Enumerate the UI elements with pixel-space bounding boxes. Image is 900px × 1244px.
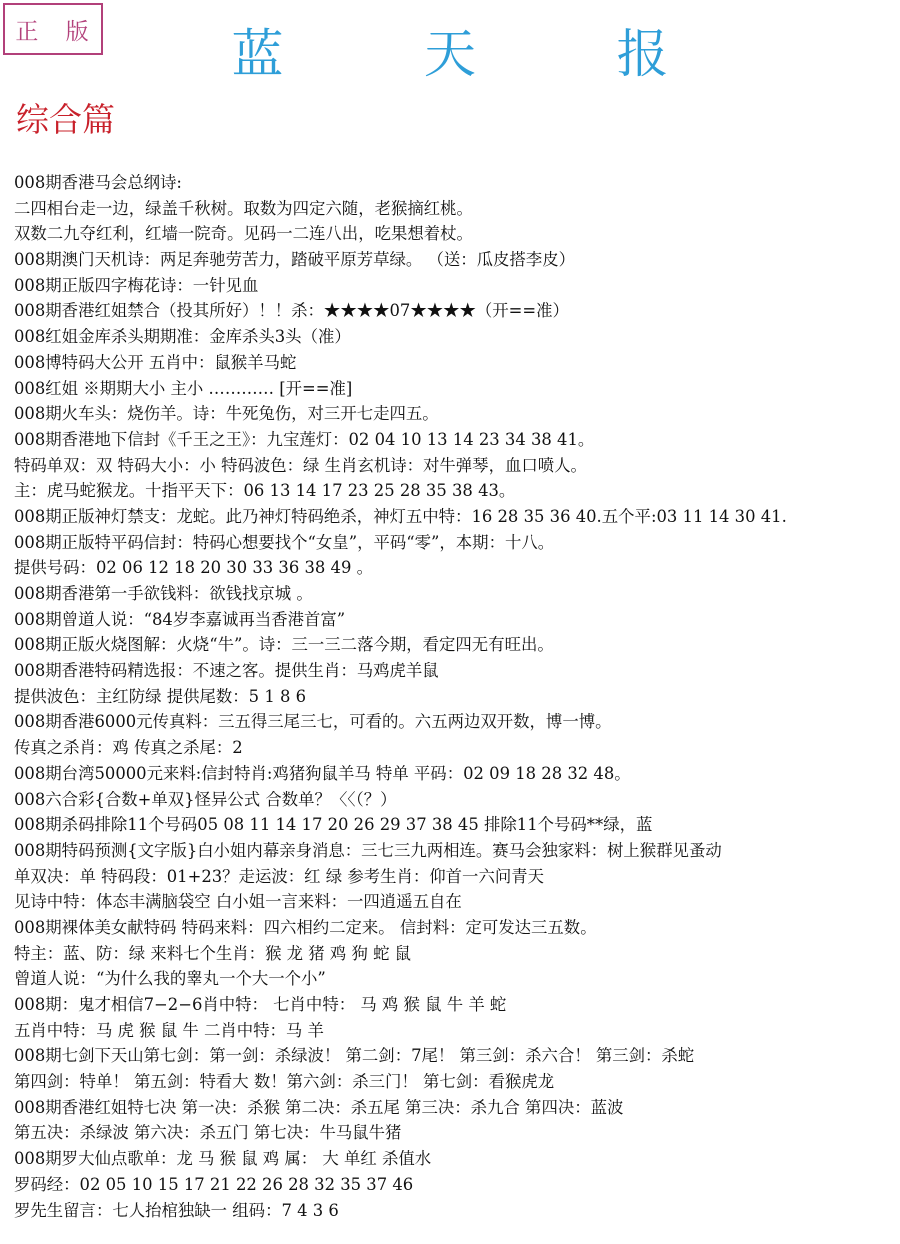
text-line: 008期正版四字梅花诗：一针见血: [14, 275, 259, 295]
content-lines: [14, 170, 892, 1223]
text-line: 特主：蓝、防：绿 来料七个生肖：猴 龙 猪 鸡 狗 蛇 鼠: [14, 943, 412, 963]
text-line: 008期正版特平码信封：特码心想要找个“女皇”，平码“零”，本期：十八。: [14, 532, 555, 552]
page-title: 蓝 天 报: [231, 25, 731, 85]
text-line: 008期台湾50000元来料:信封特肖:鸡猪狗鼠羊马 特单 平码：02 09 18 28 32 48。: [14, 763, 631, 783]
text-line: 第五决：杀绿波 第六决：杀五门 第七决：牛马鼠牛猪: [14, 1123, 402, 1143]
text-line: 008期七剑下天山第七剑：第一剑：杀绿波！ 第二剑：7尾！ 第三剑：杀六合！ 第三剑：杀蛇: [14, 1046, 695, 1066]
edition-badge: 正 版: [3, 3, 103, 55]
text-line: 特码单双：双 特码大小：小 特码波色：绿 生肖玄机诗：对牛弹琴，血口喷人。: [14, 455, 587, 475]
text-line: 见诗中特：体态丰满脑袋空 白小姐一言来料：一四逍遥五自在: [14, 892, 462, 912]
text-line: 008期香港第一手欲钱料：欲钱找京城 。: [14, 584, 313, 603]
text-line: 传真之杀肖：鸡 传真之杀尾：2: [14, 738, 243, 758]
text-line: 008期裸体美女献特码 特码来料：四六相约二定来。 信封料：定可发达三五数。: [14, 917, 597, 937]
text-line: 008博特码大公开 五肖中：鼠猴羊马蛇: [14, 352, 297, 372]
text-line: 主：虎马蛇猴龙。十指平天下：06 13 14 17 23 25 28 35 38 43。: [14, 481, 516, 501]
text-line: 五肖中特：马 虎 猴 鼠 牛 二肖中特：马 羊: [14, 1020, 324, 1040]
text-line: 提供号码：02 06 12 18 20 30 33 36 38 49 。: [14, 558, 374, 578]
text-line: 008期香港特码精选报：不速之客。提供生肖：马鸡虎羊鼠: [14, 661, 439, 681]
text-line: 双数二九夺红利，红墙一院奇。见码一二连八出，吃果想着杖。: [14, 224, 473, 244]
text-line: 008六合彩{合数+单双}怪异公式 合数单？〈〈（？）: [14, 789, 397, 809]
text-line: 008期香港地下信封《千王之王》：九宝莲灯：02 04 10 13 14 23 34 38 41。: [14, 429, 595, 449]
text-line: 008期正版神灯禁支：龙蛇。此乃神灯特码绝杀，神灯五中特：16 28 35 36 40.五个平:03 11 14 30 41.: [14, 506, 787, 526]
text-line: 单双决：单 特码段：01+23？走运波：红 绿 参考生肖：仰首一六问青天: [14, 866, 545, 886]
text-line: 罗先生留言：七人抬棺独缺一 组码：7 4 3 6: [14, 1200, 339, 1220]
text-line: 第四剑：特单！ 第五剑：特看大 数！第六剑：杀三门！ 第七剑：看猴虎龙: [14, 1072, 555, 1092]
text-line: 008期香港红姐禁合（投其所好）！！杀：★★★★07★★★★（开==准）: [14, 301, 569, 321]
text-line: 008期杀码排除11个号码05 08 11 14 17 20 26 29 37 38 45 排除11个号码**绿，蓝: [14, 815, 653, 835]
text-line: 008红姐金库杀头期期准：金库杀头3头（准）: [14, 327, 351, 347]
text-line: 罗码经：02 05 10 15 17 21 22 26 28 32 35 37 46: [14, 1174, 414, 1194]
text-line: 008期罗大仙点歌单：龙 马 猴 鼠 鸡 属： 大 单红 杀值水: [14, 1149, 432, 1169]
section-heading: 综合篇: [16, 100, 115, 139]
text-line: 008期特码预测{文字版}白小姐内幕亲身消息：三七三九两相连。赛马会独家料：树上猴群见蚤动: [14, 840, 722, 860]
text-line: 008期正版火烧图解：火烧“牛”。诗：三一三二落今期，看定四无有旺出。: [14, 635, 554, 655]
text-line: 008期澳门天机诗：两足奔驰劳苦力，踏破平原芳草绿。 （送：瓜皮搭李皮）: [14, 250, 575, 270]
text-line: 008期香港马会总纲诗:: [14, 173, 182, 192]
text-line: 二四相台走一边，绿盖千秋树。取数为四定六随，老猴摘红桃。: [14, 198, 473, 218]
text-line: 提供波色：主红防绿 提供尾数：5 1 8 6: [14, 686, 307, 706]
text-line: 008期香港6000元传真料：三五得三尾三七，可看的。六五两边双开数，博一博。: [14, 712, 612, 732]
text-line: 008期曾道人说：“84岁李嘉诚再当香港首富”: [14, 609, 346, 629]
text-line: 008期：鬼才相信7−2−6肖中特： 七肖中特： 马 鸡 猴 鼠 牛 羊 蛇: [14, 995, 507, 1014]
text-line: 008期香港红姐特七决 第一决：杀猴 第二决：杀五尾 第三决：杀九合 第四决：蓝波: [14, 1097, 624, 1117]
text-line: 008红姐 ※期期大小 主小 ………… [开==准]: [14, 378, 353, 398]
text-line: 008期火车头：烧伤羊。诗：牛死兔伤，对三开七走四五。: [14, 404, 439, 424]
text-line: 曾道人说：“为什么我的睾丸一个大一个小”: [14, 969, 326, 989]
